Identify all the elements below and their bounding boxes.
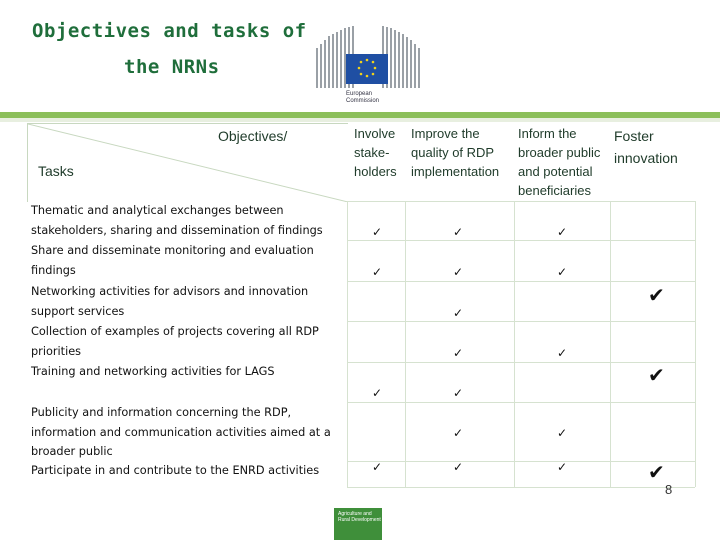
task-row-1: Thematic and analytical exchanges between stakeholders, sharing and dissemination of findings (31, 204, 323, 237)
task-row-3: Networking activities for advisors and innovation support services (31, 285, 309, 318)
task-row-4: Collection of examples of projects covering all RDP priorities (31, 325, 319, 358)
grid-vline (405, 201, 406, 487)
slide-title-line2: the NRNs (124, 56, 220, 78)
grid-hline (347, 402, 695, 403)
col-header-improve: Improve the quality of RDP implementation (411, 126, 500, 179)
check-mark: ✓ (453, 346, 464, 360)
task-row-6: Publicity and information concerning the RDP, information and communication activities aimed at a broader public (31, 406, 331, 458)
grid-hline (347, 240, 695, 241)
grid-hline (347, 321, 695, 322)
task-row-7: Participate in and contribute to the ENRD activities (31, 464, 320, 477)
col-header-inform: Inform the broader public and potential beneficiaries (518, 126, 601, 198)
logo-text-2: Commission (346, 98, 380, 104)
corner-header-objectives: Objectives/ (218, 128, 288, 144)
check-mark: ✓ (372, 460, 383, 474)
col-header-foster: Foster innovation (614, 128, 678, 166)
check-mark: ✓ (453, 306, 464, 320)
check-mark: ✓ (557, 346, 568, 360)
header-band (0, 118, 720, 122)
check-mark: ✓ (453, 460, 464, 474)
corner-header-tasks: Tasks (38, 163, 74, 179)
agriculture-badge (334, 508, 382, 540)
task-row-5: Training and networking activities for LAGS (31, 365, 275, 378)
check-mark: ✓ (557, 460, 568, 474)
check-mark: ✓ (453, 225, 464, 239)
big-check-mark: ✔ (648, 363, 665, 387)
task-row-2: Share and disseminate monitoring and evaluation findings (31, 244, 314, 277)
grid-hline (347, 461, 695, 462)
grid-vline (695, 201, 696, 487)
check-mark: ✓ (453, 386, 464, 400)
check-mark: ✓ (557, 426, 568, 440)
grid-vline (514, 201, 515, 487)
big-check-mark: ✔ (648, 460, 665, 484)
check-mark: ✓ (453, 426, 464, 440)
logo-text-1: European (346, 91, 373, 97)
grid-vline (610, 201, 611, 487)
european-commission-logo (316, 24, 426, 108)
check-mark: ✓ (372, 386, 383, 400)
check-mark: ✓ (453, 265, 464, 279)
col-header-involve: Involve stake-holders (354, 126, 397, 179)
table-corner-cell (27, 123, 348, 202)
grid-hline (347, 362, 695, 363)
check-mark: ✓ (557, 265, 568, 279)
grid-hline (347, 201, 695, 202)
grid-hline (347, 487, 695, 488)
big-check-mark: ✔ (648, 283, 665, 307)
slide-header (0, 0, 720, 122)
check-mark: ✓ (372, 225, 383, 239)
page-number: 8 (665, 482, 673, 497)
grid-vline (347, 201, 348, 487)
check-mark: ✓ (372, 265, 383, 279)
check-mark: ✓ (557, 225, 568, 239)
grid-hline (347, 281, 695, 282)
slide-title-line1: Objectives and tasks of (32, 20, 307, 42)
badge-text: Agriculture and Rural Development (338, 511, 381, 523)
